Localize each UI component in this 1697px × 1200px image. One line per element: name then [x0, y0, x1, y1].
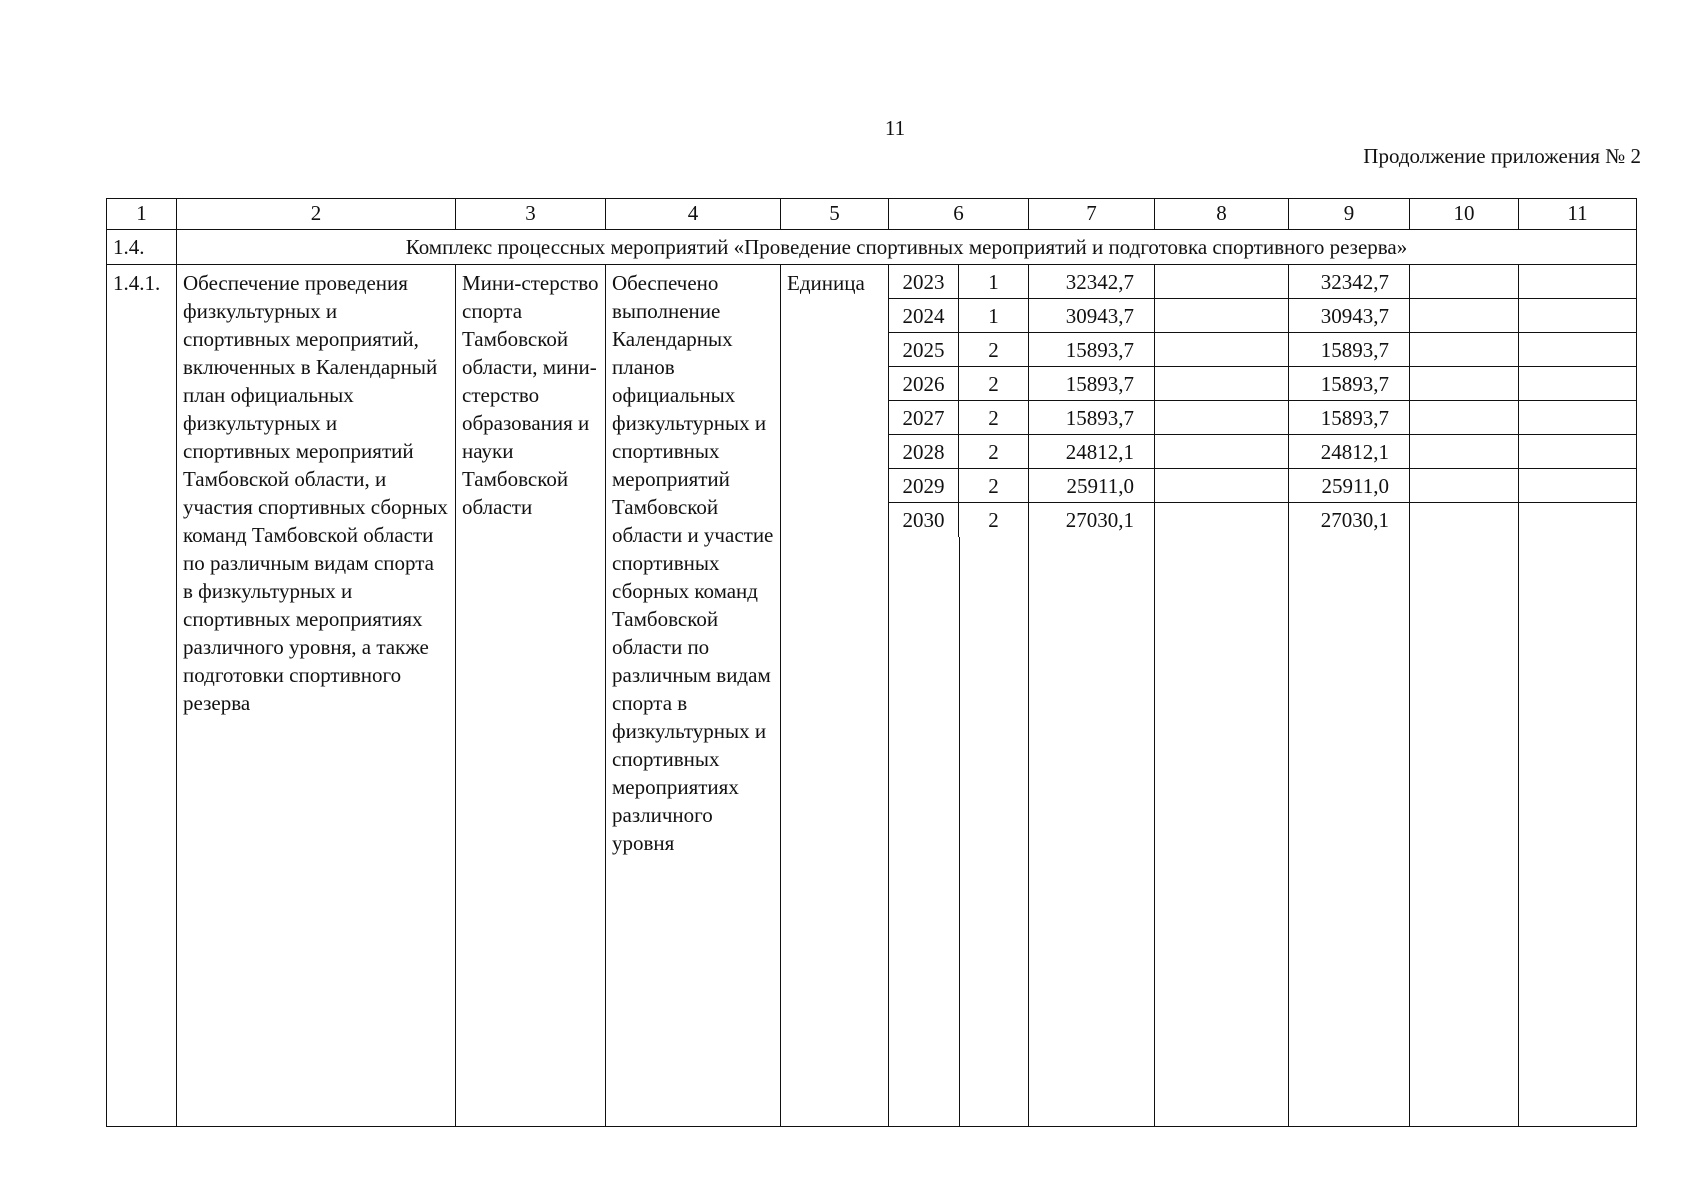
column-number: 4 [606, 199, 781, 230]
column-number: 3 [456, 199, 606, 230]
column-number: 2 [177, 199, 456, 230]
col7-value: 24812,1 [1065, 440, 1134, 464]
year-value: 2025 [889, 333, 959, 366]
column-number-row [107, 199, 1637, 230]
col7-value: 32342,7 [1065, 270, 1134, 294]
year-value: 2028 [889, 435, 959, 468]
col9-value: 24812,1 [1320, 440, 1389, 464]
column-number: 8 [1155, 199, 1289, 230]
col7-value: 30943,7 [1065, 304, 1134, 328]
row-responsible: Мини-стерство спорта Тамбовской области, мини-стерство образования и науки Тамбовской области [456, 265, 606, 1127]
col7-value: 15893,7 [1065, 372, 1134, 396]
table-row [107, 265, 1637, 1127]
column-number: 10 [1410, 199, 1519, 230]
year-value: 2029 [889, 469, 959, 502]
col7-cell [1029, 265, 1155, 1127]
col11-cell [1519, 265, 1637, 1127]
col9-value: 15893,7 [1320, 372, 1389, 396]
col9-cell [1289, 265, 1410, 1127]
appendix-note: Продолжение приложения № 2 [1363, 144, 1641, 168]
row-number: 1.4.1. [107, 265, 177, 1127]
col9-value: 15893,7 [1320, 406, 1389, 430]
count-value: 2 [988, 474, 999, 498]
year-value: 2023 [889, 265, 959, 298]
year-count-cell [889, 265, 1029, 1127]
col9-value: 15893,7 [1320, 338, 1389, 362]
section-row [107, 230, 1637, 265]
col9-value: 25911,0 [1321, 474, 1389, 498]
col9-value: 30943,7 [1320, 304, 1389, 328]
col7-value: 25911,0 [1066, 474, 1134, 498]
count-value: 2 [988, 338, 999, 362]
count-value: 2 [988, 406, 999, 430]
section-title: Комплекс процессных мероприятий «Проведение спортивных мероприятий и подготовка спортивного резерва» [177, 230, 1637, 265]
year-value: 2024 [889, 299, 959, 332]
row-unit: Единица [781, 265, 889, 1127]
count-value: 2 [988, 440, 999, 464]
column-number: 9 [1289, 199, 1410, 230]
col7-value: 27030,1 [1065, 508, 1134, 532]
column-number: 5 [781, 199, 889, 230]
year-value: 2027 [889, 401, 959, 434]
count-value: 2 [988, 372, 999, 396]
column-number: 1 [107, 199, 177, 230]
count-value: 1 [988, 304, 999, 328]
column-number: 6 [889, 199, 1029, 230]
col9-value: 32342,7 [1320, 270, 1389, 294]
row-description: Обеспечение проведения физкультурных и спортивных мероприятий, включенных в Календарный план официальных физкультурных и спортивных мероприятий Тамбовской области, и участия спортивных сборных команд Тамбовской области по различным видам спорта в физкультурных и спортивных мероприятиях различного уровня, а также подготовки спортивного резерва [177, 265, 456, 1127]
col10-cell [1410, 265, 1519, 1127]
column-number: 7 [1029, 199, 1155, 230]
year-value: 2026 [889, 367, 959, 400]
budget-table [106, 198, 1637, 1127]
page-number: 11 [884, 116, 906, 140]
section-number: 1.4. [107, 230, 177, 265]
year-value: 2030 [889, 503, 959, 537]
row-result: Обеспечено выполнение Календарных планов официальных физкультурных и спортивных мероприятий Тамбовской области и участие спортивных сборных команд Тамбовской области по различным видам спорта в физкультурных и спортивных мероприятиях различного уровня [606, 265, 781, 1127]
col8-cell [1155, 265, 1289, 1127]
col9-value: 27030,1 [1320, 508, 1389, 532]
count-value: 1 [988, 270, 999, 294]
col7-value: 15893,7 [1065, 406, 1134, 430]
count-value: 2 [988, 508, 999, 532]
col7-value: 15893,7 [1065, 338, 1134, 362]
year-divider [959, 537, 960, 1126]
column-number: 11 [1519, 199, 1637, 230]
